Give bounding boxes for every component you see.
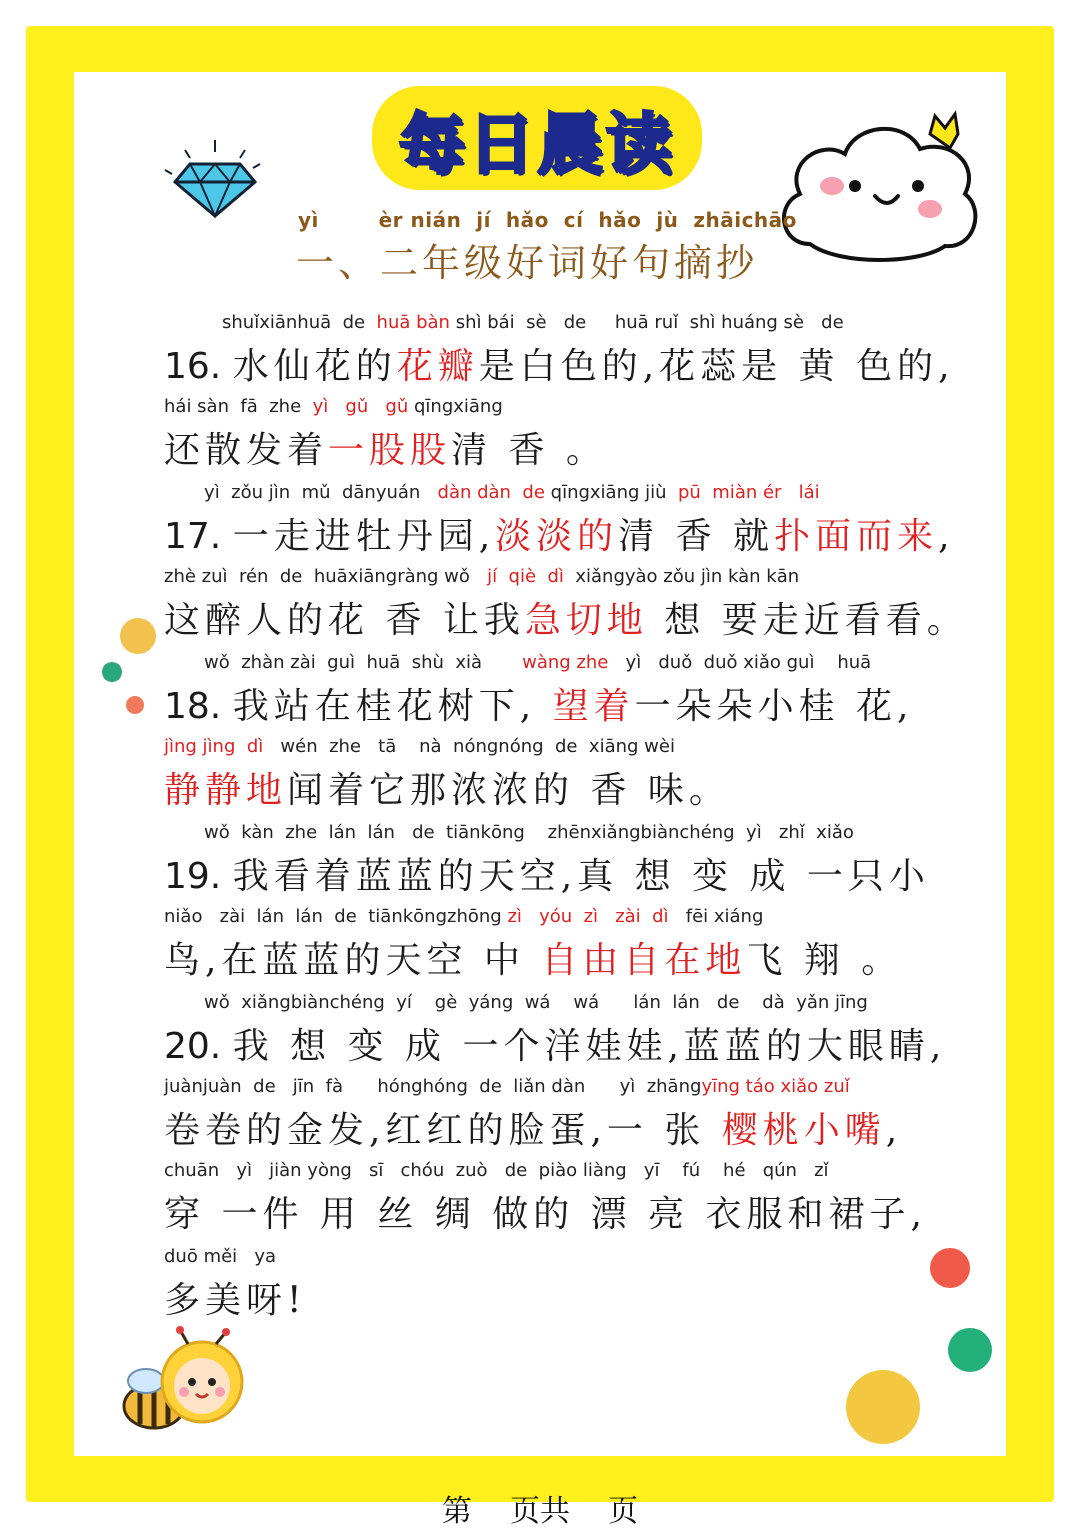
pinyin-row: chuān yì jiàn yòng sī chóu zuò de piào liàng yī fú hé qún zǐ [164, 1160, 829, 1181]
page-number-footer: 第 页共 页 [441, 1494, 639, 1529]
crown-icon [930, 114, 958, 148]
pinyin-row: duō měi ya [164, 1246, 277, 1267]
diamond-icon [160, 134, 270, 224]
sentence-number: 18. [164, 686, 233, 727]
text-line [164, 1076, 944, 1156]
bee-icon [118, 1326, 258, 1446]
dot-icon [846, 1370, 920, 1444]
dot-icon [948, 1328, 992, 1372]
text-line [164, 906, 944, 986]
title-banner [372, 86, 702, 190]
text-line [164, 1160, 944, 1240]
sentence-number: 17. [164, 516, 233, 557]
pinyin-row: wǒ zhàn zài guì huā shù xià wàng zhe yì duǒ duǒ xiǎo guì huā [164, 652, 872, 673]
subtitle: 一、二年级好词好句摘抄 [296, 241, 759, 285]
sentence-number: 16. [164, 346, 233, 387]
sentence-row: 16. 水仙花的花瓣是白色的,花蕊是 黄 色的, [164, 346, 955, 387]
sentence-row: 静静地闻着它那浓浓的 香 味。 [164, 770, 730, 811]
text-line [164, 312, 955, 392]
dot-icon [102, 662, 122, 682]
text-line [164, 736, 944, 816]
pinyin-row: jìng jìng dì wén zhe tā nà nóngnóng de xiāng wèi [164, 736, 675, 757]
page-title: 每日晨读 [399, 105, 675, 183]
pinyin-row: zhè zuì rén de huāxiāngràng wǒ jí qiè dì xiǎngyào zǒu jìn kàn kān [164, 566, 800, 587]
sentence-number: 19. [164, 856, 233, 897]
subtitle-pinyin: yì èr nián jí hǎo cí hǎo jù zhāichāo [298, 208, 797, 232]
sentence-row: 还散发着一股股清 香 。 [164, 430, 607, 471]
text-line [164, 482, 955, 562]
sentence-row: 19. 我看着蓝蓝的天空,真 想 变 成 一只小 [164, 856, 930, 897]
sentence-row: 多美呀! [164, 1280, 307, 1321]
text-line [164, 1246, 944, 1326]
pinyin-row: hái sàn fā zhe yì gǔ gǔ qīngxiāng [164, 396, 503, 417]
sentence-row: 18. 我站在桂花树下, 望着一朵朵小桂 花, [164, 686, 914, 727]
dot-icon [120, 618, 156, 654]
text-line [164, 652, 944, 732]
pinyin-row: shuǐxiānhuā de huā bàn shì bái sè de huā ruǐ shì huáng sè de [222, 312, 844, 333]
sentence-row: 鸟,在蓝蓝的天空 中 自由自在地飞 翔 。 [164, 940, 903, 981]
sentence-row: 卷卷的金发,红红的脸蛋,一 张 樱桃小嘴, [164, 1110, 903, 1151]
dot-icon [126, 696, 144, 714]
text-line [164, 992, 947, 1072]
text-line [164, 822, 944, 902]
pinyin-row: wǒ kàn zhe lán lán de tiānkōng zhēnxiǎngbiànchéng yì zhǐ xiǎo [164, 822, 854, 843]
sentence-row: 这醉人的花 香 让我急切地 想 要走近看看。 [164, 600, 968, 641]
sentence-row: 穿 一件 用 丝 绸 做的 漂 亮 衣服和裙子, [164, 1194, 927, 1235]
pinyin-row: yì zǒu jìn mǔ dānyuán dàn dàn de qīngxiāng jiù pū miàn ér lái [164, 482, 820, 503]
pinyin-row: juànjuàn de jīn fà hónghóng de liǎn dàn yì zhāngyīng táo xiǎo zuǐ [164, 1076, 850, 1097]
text-line [164, 396, 944, 476]
dot-icon [930, 1248, 970, 1288]
pinyin-row: wǒ xiǎngbiànchéng yí gè yáng wá wá lán lán de dà yǎn jīng [164, 992, 868, 1013]
sentence-row: 17. 一走进牡丹园,淡淡的清 香 就扑面而来, [164, 516, 955, 557]
sentence-number: 20. [164, 1026, 233, 1067]
pinyin-row: niǎo zài lán lán de tiānkōngzhōng zì yóu zì zài dì fēi xiáng [164, 906, 764, 927]
sentence-row: 20. 我 想 变 成 一个洋娃娃,蓝蓝的大眼睛, [164, 1026, 947, 1067]
text-line [164, 566, 968, 646]
